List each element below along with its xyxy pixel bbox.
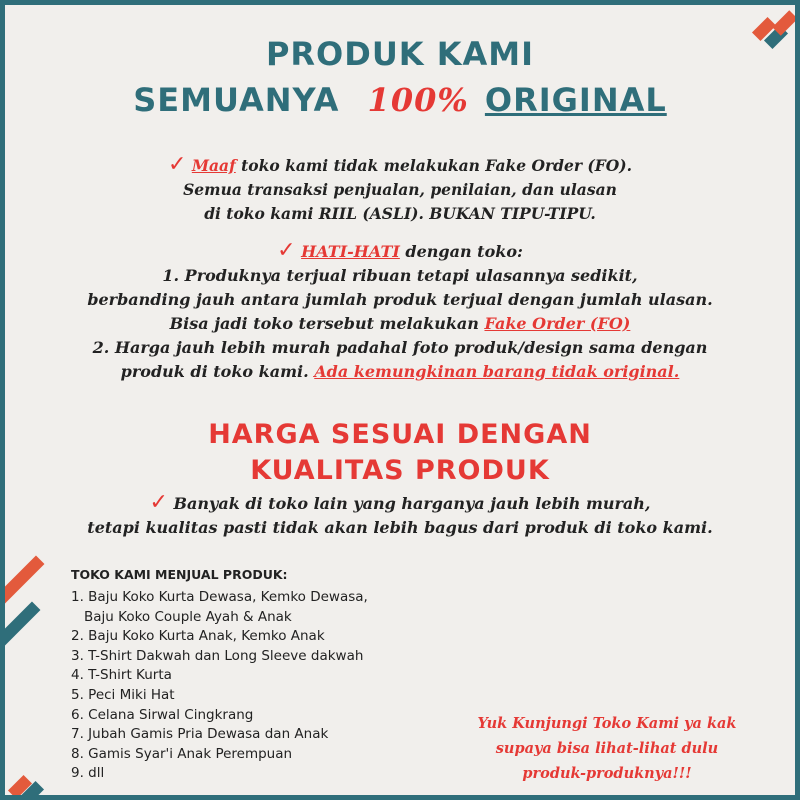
visit-message <box>417 711 797 786</box>
quality-title2: KUALITAS PRODUK <box>250 455 550 486</box>
warning-line2: 1. Produknya terjual ribuan tetapi ulasannya sedikit, <box>162 266 638 285</box>
visit-line2: supaya bisa lihat-lihat dulu <box>495 740 719 757</box>
headline-original: ORIGINAL <box>484 81 667 119</box>
product-item: 8. Gamis Syar'i Anak Perempuan <box>71 745 293 762</box>
warning-line1: dengan toko: <box>399 242 523 261</box>
product-item: 2. Baju Koko Kurta Anak, Kemko Anak <box>71 628 325 645</box>
notice-maaf: Maaf <box>191 156 236 175</box>
decor-stripe <box>0 556 44 607</box>
warning-line4: Bisa jadi toko tersebut melakukan <box>169 314 485 333</box>
product-item: 6. Celana Sirwal Cingkrang <box>71 706 254 723</box>
warning-line5: 2. Harga jauh lebih murah padahal foto produk/design sama dengan <box>92 338 708 357</box>
product-item: 1. Baju Koko Kurta Dewasa, Kemko Dewasa, <box>71 589 368 605</box>
warning-line3: berbanding jauh antara jumlah produk terjual dengan jumlah ulasan. <box>87 290 713 309</box>
product-item: 7. Jubah Gamis Pria Dewasa dan Anak <box>71 726 329 743</box>
warning-line6: produk di toko kami. <box>120 362 315 381</box>
warning-fake-order: Fake Order (FO) <box>484 314 631 333</box>
product-item: 5. Peci Miki Hat <box>71 686 175 703</box>
notice-line2: Semua transaksi penjualan, penilaian, dan ulasan <box>183 180 617 199</box>
product-item: 3. T-Shirt Dakwah dan Long Sleeve dakwah <box>71 647 364 664</box>
check-icon: ✓ <box>167 152 187 177</box>
notice-line3: di toko kami RIIL (ASLI). BUKAN TIPU-TIPU. <box>204 204 596 223</box>
quality-line1: Banyak di toko lain yang harganya jauh lebih murah, <box>173 494 651 513</box>
headline-line2 <box>5 81 795 119</box>
notice-block <box>5 153 795 226</box>
decor-stripe <box>0 602 40 653</box>
warning-block <box>5 239 795 384</box>
headline-line1: PRODUK KAMI <box>265 35 535 73</box>
warning-not-original: Ada kemungkinan barang tidak original. <box>314 362 680 381</box>
quality-block <box>5 491 795 540</box>
product-item: 4. T-Shirt Kurta <box>71 667 172 684</box>
product-item: Baju Koko Couple Ayah & Anak <box>84 608 292 625</box>
visit-line1: Yuk Kunjungi Toko Kami ya kak <box>477 715 737 732</box>
notice-line1: toko kami tidak melakukan Fake Order (FO). <box>235 156 632 175</box>
visit-line3: produk-produknya!!! <box>522 765 692 782</box>
quality-line2: tetapi kualitas pasti tidak akan lebih bagus dari produk di toko kami. <box>87 518 713 537</box>
check-icon: ✓ <box>277 238 296 263</box>
check-icon: ✓ <box>149 490 168 515</box>
headline-percent: 100% <box>367 81 469 119</box>
warning-hati: HATI-HATI <box>301 242 400 261</box>
headline-prefix: SEMUANYA <box>133 81 340 119</box>
product-item: 9. dll <box>71 765 105 782</box>
product-list-title: TOKO KAMI MENJUAL PRODUK: <box>71 567 288 582</box>
quality-title1: HARGA SESUAI DENGAN <box>208 419 592 450</box>
product-list <box>71 567 368 784</box>
